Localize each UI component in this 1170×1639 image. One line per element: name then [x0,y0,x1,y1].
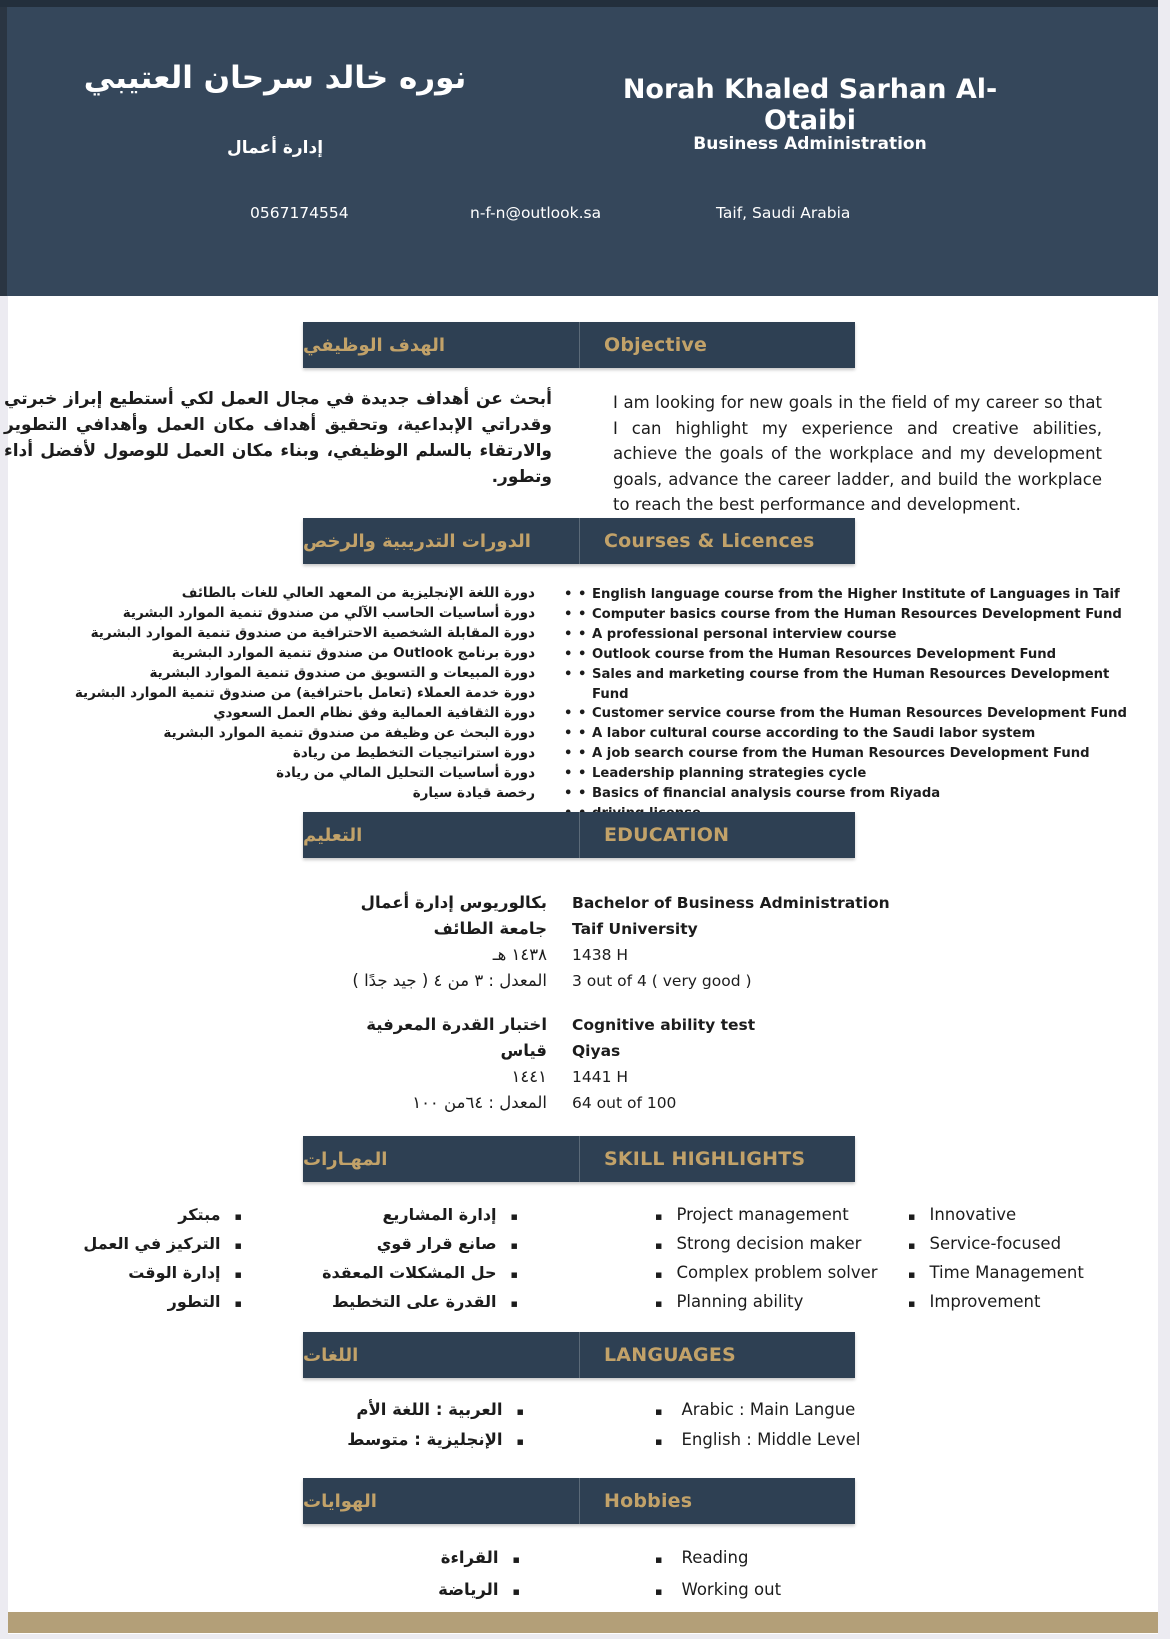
header-band [0,0,1158,296]
language-item [655,1394,965,1424]
section-title-skills-en: SKILL HIGHLIGHTS [604,1148,806,1170]
bullet-icon [558,764,578,784]
course-item-en [558,724,1130,744]
objective-text-arabic: أبحث عن أهداف جديدة في مجال العمل لكي أستطيع إبراز خبرتي وقدراتي الإبداعية، وتحقيق أهداف مكان العمل وأهدافي التطوير والارتقاء بالسلم الوظيفي، وبناء مكان العمل للوصول لأفضل أداء وتطور. [4,389,552,487]
test-name-ar: اختبار القدرة المعرفية [366,1015,547,1034]
hobby-item [655,1541,965,1573]
section-title-education-en: EDUCATION [604,824,730,846]
skills-column-arabic-inner [292,1200,518,1316]
skill-text: حل المشكلات المعقدة [322,1263,497,1282]
hobby-item [190,1573,520,1605]
skill-text: إدارة الوقت [128,1263,221,1282]
skills-column-english-outer [908,1200,1133,1316]
square-bullet-icon [517,1430,524,1449]
skill-text: إدارة المشاريع [382,1205,497,1224]
skill-item [30,1258,242,1287]
course-item-text: Basics of financial analysis course from Riyada [592,786,941,802]
skill-item [655,1200,893,1229]
education-entry-arabic [145,890,547,994]
course-item-text: Leadership planning strategies cycle [592,766,867,782]
skill-text: صانع قرار قوي [376,1234,497,1253]
languages-list-arabic [190,1394,524,1454]
section-bar-skills [303,1136,855,1182]
language-text: Arabic : Main Langue [681,1399,856,1419]
section-bar-courses [303,518,855,564]
bullet-icon [558,744,578,764]
section-bar-languages [303,1332,855,1378]
skill-item [292,1258,518,1287]
course-item-text: A professional personal interview course [592,626,897,642]
bullet-icon [578,625,592,645]
section-title-courses-en: Courses & Licences [604,530,815,552]
course-item-ar: دورة الثقافية العمالية وفق نظام العمل السعودي [213,705,535,721]
education-entry-english [572,1012,1012,1116]
skill-item [30,1287,242,1316]
course-item-ar: دورة البحث عن وظيفة من صندوق تنمية الموارد البشرية [163,725,535,741]
test-score-en: 64 out of 100 [572,1094,677,1112]
skill-text: Strong decision maker [676,1234,862,1253]
language-text: English : Middle Level [681,1429,861,1449]
square-bullet-icon [513,1580,520,1599]
test-year-en: 1441 H [572,1068,629,1086]
hobby-item [190,1541,520,1573]
skill-text: Planning ability [676,1292,804,1311]
course-item-ar: دورة اللغة الإنجليزية من المعهد العالي للغات بالطائف [181,585,535,601]
course-item-text: Customer service course from the Human Resources Development Fund [592,706,1127,722]
bullet-icon [578,764,592,784]
course-item-text: Outlook course from the Human Resources Development Fund [592,646,1057,662]
bullet-icon [578,744,592,764]
skill-item [30,1229,242,1258]
skill-text: Project management [676,1205,849,1224]
languages-list-english [655,1394,965,1454]
language-text: العربية : اللغة الأم [356,1399,503,1419]
bullet-icon [578,585,592,605]
square-bullet-icon [908,1263,915,1282]
square-bullet-icon [655,1430,662,1449]
course-item-ar: دورة خدمة العملاء (تعامل باحترافية) من صندوق تنمية الموارد البشرية [74,685,535,701]
section-bar-education [303,812,855,858]
course-item-ar: دورة استراتيجيات التخطيط من ريادة [292,745,535,761]
square-bullet-icon [908,1292,915,1311]
square-bullet-icon [235,1263,242,1282]
skill-item [30,1200,242,1229]
courses-list-english [558,585,1130,824]
skill-item [292,1200,518,1229]
bullet-icon [558,665,578,685]
test-org-ar: قياس [500,1041,547,1060]
course-item-en [558,625,1130,645]
course-item-ar: دورة أساسيات الحاسب الآلي من صندوق تنمية الموارد البشرية [122,605,535,621]
course-item-ar: دورة برنامج Outlook من صندوق تنمية الموارد البشرية [171,645,535,661]
course-item-text: A labor cultural course according to the Saudi labor system [592,726,1036,742]
skill-text: التركيز في العمل [83,1234,221,1253]
hobby-text: Working out [681,1579,782,1599]
section-title-courses-ar: الدورات التدريبية والرخص [303,518,580,564]
bullet-icon [558,585,578,605]
square-bullet-icon [235,1205,242,1224]
email-address: n-f-n@outlook.sa [470,204,602,222]
objective-text-english: I am looking for new goals in the field of my career so that I can highlight my experience and creative abilities, achieve the goals of the workplace and my development goals, advance the career ladder, and build the workplace to reach the best performance and development. [613,393,1102,515]
section-title-languages-ar: اللغات [303,1332,580,1378]
skill-item [908,1258,1133,1287]
skills-column-english-inner [655,1200,893,1316]
footer-accent-bar [8,1612,1158,1633]
section-title-objective-en: Objective [604,334,708,356]
course-item-en [558,665,1130,705]
course-item-text: Computer basics course from the Human Resources Development Fund [592,606,1122,622]
section-bar-objective [303,322,855,368]
test-year-ar: ١٤٤١ [511,1067,547,1086]
course-item-ar: رخصة قيادة سيارة [412,785,535,801]
hobby-text: الرياضة [438,1579,499,1599]
courses-list-arabic [28,583,535,803]
course-item-en [558,704,1130,724]
skill-text: Improvement [929,1292,1041,1311]
course-item-en [558,645,1130,665]
skill-item [908,1287,1133,1316]
hobby-item [655,1573,965,1605]
square-bullet-icon [235,1234,242,1253]
course-item-ar: دورة أساسيات التحليل المالي من ريادة [276,765,535,781]
section-title-languages-en: LANGUAGES [604,1344,736,1366]
bullet-icon [558,605,578,625]
degree-en: Bachelor of Business Administration [572,894,890,912]
phone-number: 0567174554 [250,204,349,222]
skill-item [655,1287,893,1316]
test-org-en: Qiyas [572,1042,621,1060]
course-item-ar: دورة المبيعات و التسويق من صندوق تنمية الموارد البشرية [149,665,535,681]
square-bullet-icon [908,1205,915,1224]
square-bullet-icon [511,1292,518,1311]
bullet-icon [558,625,578,645]
year-ar: ١٤٣٨ هـ [492,945,547,964]
skill-item [908,1200,1133,1229]
square-bullet-icon [655,1234,662,1253]
hobbies-list-arabic [190,1541,520,1605]
year-en: 1438 H [572,946,629,964]
course-item-text: A job search course from the Human Resources Development Fund [592,746,1090,762]
section-title-skills-ar: المهـارات [303,1136,580,1182]
location-text: Taif, Saudi Arabia [716,204,851,222]
bullet-icon [578,645,592,665]
square-bullet-icon [655,1205,662,1224]
name-arabic: نوره خالد سرحان العتيبي [83,60,467,96]
skill-text: القدرة على التخطيط [332,1292,497,1311]
square-bullet-icon [655,1400,662,1419]
bullet-icon [578,704,592,724]
degree-ar: بكالوريوس إدارة أعمال [360,893,547,912]
gpa-ar: المعدل : ٣ من ٤ ( جيد جدًا ) [352,971,547,990]
hobby-text: القراءة [440,1547,499,1567]
test-score-ar: المعدل : ٦٤من ١٠٠ [412,1093,547,1112]
skill-item [908,1229,1133,1258]
name-english: Norah Khaled Sarhan Al-Otaibi [622,74,998,136]
bullet-icon [578,784,592,804]
bullet-icon [558,645,578,665]
hobbies-list-english [655,1541,965,1605]
skill-text: مبتكر [178,1205,221,1224]
square-bullet-icon [513,1548,520,1567]
skill-item [292,1229,518,1258]
language-item [655,1424,965,1454]
square-bullet-icon [655,1263,662,1282]
skill-text: Complex problem solver [676,1263,878,1282]
language-item [190,1424,524,1454]
section-title-hobbies-en: Hobbies [604,1490,693,1512]
course-item-text: Sales and marketing course from the Human Resources Development Fund [592,666,1110,702]
skill-text: Time Management [929,1263,1084,1282]
square-bullet-icon [655,1292,662,1311]
course-item-en [558,605,1130,625]
education-entry-arabic [145,1012,547,1116]
bullet-icon [558,704,578,724]
section-title-hobbies-ar: الهوايات [303,1478,580,1524]
skill-text: Innovative [929,1205,1017,1224]
section-bar-hobbies [303,1478,855,1524]
square-bullet-icon [511,1205,518,1224]
square-bullet-icon [511,1263,518,1282]
course-item-en [558,585,1130,605]
job-title-english: Business Administration [693,134,927,154]
skill-item [655,1229,893,1258]
bullet-icon [558,784,578,804]
skills-column-arabic-outer [30,1200,242,1316]
hobby-text: Reading [681,1547,749,1567]
section-title-objective-ar: الهدف الوظيفي [303,322,580,368]
education-entry-english [572,890,1012,994]
skill-item [292,1287,518,1316]
square-bullet-icon [655,1548,662,1567]
square-bullet-icon [511,1234,518,1253]
skill-item [655,1258,893,1287]
job-title-arabic: إدارة أعمال [226,138,324,158]
school-en: Taif University [572,920,698,938]
course-item-ar: دورة المقابلة الشخصية الاحترافية من صندوق تنمية الموارد البشرية [90,625,535,641]
language-text: الإنجليزية : متوسط [347,1429,503,1449]
gpa-en: 3 out of 4 ( very good ) [572,972,752,990]
skill-text: Service-focused [929,1234,1062,1253]
bullet-icon [578,605,592,625]
square-bullet-icon [235,1292,242,1311]
course-item-en [558,784,1130,804]
section-title-education-ar: التعليم [303,812,580,858]
square-bullet-icon [908,1234,915,1253]
course-item-en [558,744,1130,764]
language-item [190,1394,524,1424]
test-name-en: Cognitive ability test [572,1016,756,1034]
square-bullet-icon [655,1580,662,1599]
bullet-icon [558,724,578,744]
bullet-icon [578,665,592,685]
course-item-text: English language course from the Higher Institute of Languages in Taif [592,587,1120,602]
square-bullet-icon [517,1400,524,1419]
skill-text: التطور [167,1292,221,1311]
course-item-en [558,764,1130,784]
bullet-icon [578,724,592,744]
school-ar: جامعة الطائف [433,919,547,938]
